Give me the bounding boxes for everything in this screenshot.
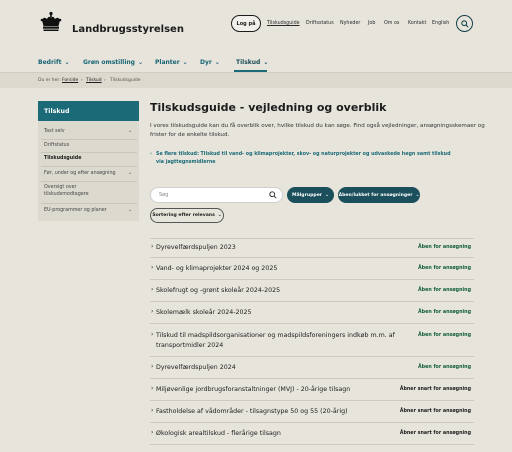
chevron-down-icon: ⌄ <box>182 59 188 66</box>
search-icon[interactable] <box>269 191 277 199</box>
scheme-row[interactable]: › Fastholdelse af vådområder - tilsagnstype 50 og 55 (20-årig) Åbner snart for ansøgning <box>150 401 474 423</box>
status-badge: Åbner snart for ansøgning <box>399 431 471 436</box>
chevron-right-icon: › <box>151 407 154 414</box>
sidebar-item-oversigt[interactable]: Oversigt over tilskudsmodtagere <box>44 185 89 197</box>
chevron-down-icon: ⌄ <box>137 59 144 66</box>
topnav-english[interactable]: English <box>432 21 450 26</box>
chevron-down-icon: ⌄ <box>263 59 269 66</box>
site-header <box>0 0 512 50</box>
divider <box>41 181 137 182</box>
status-badge: Åben for ansøgning <box>417 266 471 271</box>
topnav-kontakt[interactable]: Kontakt <box>408 21 427 26</box>
scheme-row[interactable]: › Tilskud til madspildsorganisationer og madspildsforeningers indkøb m.m. af transportmidler 2024 Åben for ansøgning <box>150 324 474 357</box>
search-icon <box>461 20 469 28</box>
scheme-row[interactable]: › Skolefrugt og -grønt skoleår 2024-2025 Åben for ansøgning <box>150 280 474 302</box>
divider <box>41 152 137 153</box>
divider <box>41 203 137 204</box>
status-badge: Åbner snart for ansøgning <box>399 387 471 392</box>
chevron-right-icon: › <box>151 308 154 315</box>
breadcrumb-forside[interactable]: Forside <box>62 78 79 83</box>
page-title: Tilskudsguide - vejledning og overblik <box>150 101 387 114</box>
divider <box>41 166 137 167</box>
status-badge: Åben for ansøgning <box>417 365 471 370</box>
scheme-row[interactable]: › Dyrevelfærdspuljen 2024 Åben for ansøgning <box>150 357 474 379</box>
breadcrumb-separator: › <box>81 78 83 83</box>
status-dropdown[interactable]: Åben/lukket for ansøgninger ⌄ <box>338 187 420 203</box>
scheme-row[interactable]: › Vand- og klimaprojekter 2024 og 2025 Åben for ansøgning <box>150 258 474 280</box>
sidebar-title[interactable]: Tilskud <box>38 101 139 121</box>
login-button[interactable]: Log på <box>231 15 261 32</box>
scheme-row[interactable]: › Økologisk arealtilskud - flerårige tilsagn Åbner snart for ansøgning <box>150 423 474 445</box>
sidebar-item-eu-programmer[interactable]: EU-programmer og planer <box>44 208 107 213</box>
chevron-down-icon[interactable]: ⌄ <box>128 207 133 213</box>
mainnav-dyr[interactable]: Dyr ⌄ <box>200 59 220 66</box>
sidebar-item-driftstatus[interactable]: Driftstatus <box>44 143 70 148</box>
topnav-driftsstatus[interactable]: Driftsstatus <box>306 21 334 26</box>
mainnav-groen-omstilling[interactable]: Grøn omstilling ⌄ <box>83 59 144 66</box>
chevron-down-icon: ⌄ <box>415 192 420 198</box>
scheme-search-input[interactable]: Søg <box>150 187 283 203</box>
topnav-tilskudsguide[interactable]: Tilskudsguide <box>267 21 300 26</box>
mainnav-bedrift[interactable]: Bedrift ⌄ <box>38 59 70 66</box>
chevron-down-icon: ⌄ <box>217 213 222 218</box>
intro-text: I vores tilskudsguide kan du få overblik over, hvilke tilskud du kan søge. Find også vejledninger, ansøgningsskemaer og frister for de enkelte tilskud. <box>150 123 485 138</box>
scheme-row[interactable]: › Dyrevelfærdspuljen 2023 Åben for ansøgning <box>150 239 474 258</box>
header-search-button[interactable] <box>456 15 473 32</box>
chevron-down-icon[interactable]: ⌄ <box>128 170 133 176</box>
sort-dropdown[interactable]: Sortering efter relevans ⌄ <box>150 208 224 223</box>
topnav-job[interactable]: Job <box>368 21 376 26</box>
related-grants-link[interactable]: Se flere tilskud: Tilskud til vand- og klimaprojekter, skov- og naturprojekter og udvaskede hegn samt tilskud via jagttegnsmidlerne <box>156 152 451 165</box>
chevron-right-icon: › <box>151 286 154 293</box>
crown-logo-icon[interactable] <box>38 11 64 35</box>
chevron-right-icon: › <box>151 385 154 392</box>
breadcrumb-separator: › <box>104 78 106 83</box>
divider <box>41 139 137 140</box>
chevron-down-icon: ⌄ <box>325 192 329 198</box>
status-badge: Åben for ansøgning <box>417 310 471 315</box>
arrow-right-icon: › <box>150 151 152 157</box>
breadcrumb-tilskud[interactable]: Tilskud <box>86 78 102 83</box>
chevron-right-icon: › <box>151 363 154 370</box>
sidebar-item-tast-selv[interactable]: Tast selv <box>44 129 65 134</box>
breadcrumb <box>0 73 512 88</box>
chevron-right-icon: › <box>151 243 154 250</box>
chevron-right-icon: › <box>151 429 154 436</box>
mainnav-planter[interactable]: Planter ⌄ <box>155 59 188 66</box>
chevron-down-icon[interactable]: ⌄ <box>128 128 133 134</box>
topnav-nyheder[interactable]: Nyheder <box>340 21 361 26</box>
status-badge: Åben for ansøgning <box>417 288 471 293</box>
sidebar-item-tilskudsguide[interactable]: Tilskudsguide <box>44 156 82 161</box>
topnav-om-os[interactable]: Om os <box>384 21 400 26</box>
status-badge: Åben for ansøgning <box>417 245 471 250</box>
chevron-down-icon: ⌄ <box>64 59 70 66</box>
chevron-down-icon: ⌄ <box>214 59 220 66</box>
chevron-right-icon: › <box>151 264 154 271</box>
sidebar-item-foer-under-efter[interactable]: Før, under og efter ansøgning <box>44 171 116 176</box>
target-groups-dropdown[interactable]: Målgrupper ⌄ <box>287 187 334 203</box>
scheme-row[interactable]: › Skolemælk skoleår 2024-2025 Åben for ansøgning <box>150 302 474 324</box>
scheme-row[interactable]: › Miljøvenlige jordbrugsforanstaltninger (MVJ) - 20-årige tilsagn Åbner snart for ansøgning <box>150 379 474 401</box>
mainnav-tilskud[interactable]: Tilskud ⌄ <box>236 59 269 66</box>
chevron-right-icon: › <box>151 331 154 338</box>
status-badge: Åben for ansøgning <box>417 333 471 338</box>
status-badge: Åbner snart for ansøgning <box>399 409 471 414</box>
logo-text[interactable]: Landbrugsstyrelsen <box>72 24 184 35</box>
breadcrumb-current: Tilskudsguide <box>110 78 141 83</box>
breadcrumb-prefix: Du er her: <box>38 78 61 83</box>
